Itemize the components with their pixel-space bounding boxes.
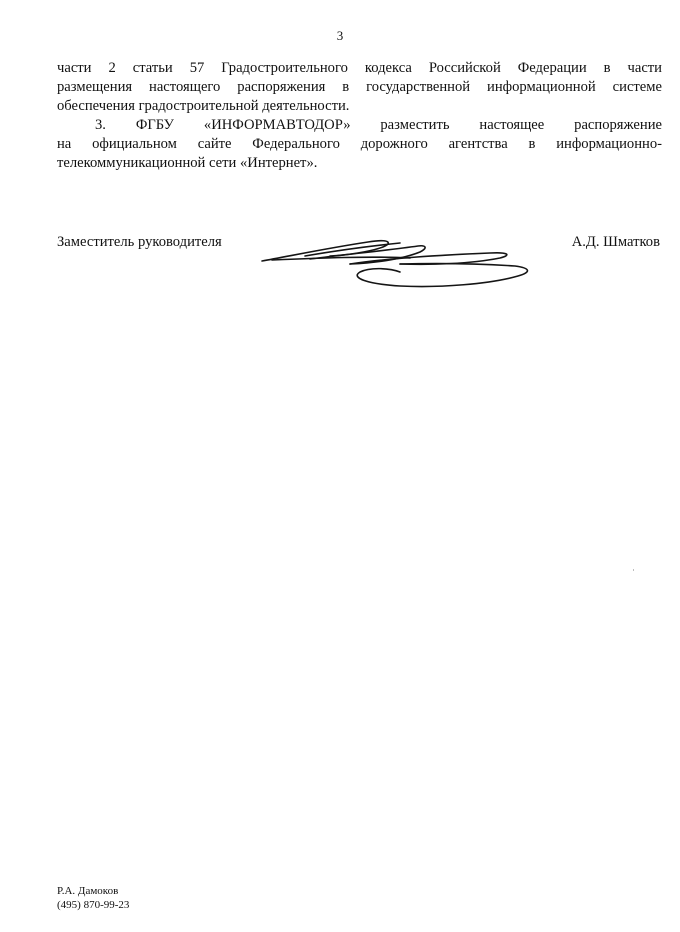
scan-speck bbox=[633, 569, 634, 571]
signer-position: Заместитель руководителя bbox=[57, 234, 222, 250]
page-number: 3 bbox=[336, 28, 344, 43]
executor-info bbox=[57, 884, 129, 912]
text-line: 3. ФГБУ «ИНФОРМАВТОДОР» разместить настоящее распоряжение bbox=[95, 117, 662, 133]
handwritten-signature bbox=[250, 228, 550, 298]
paragraph-2 bbox=[57, 116, 662, 173]
text-line: телекоммуникационной сети «Интернет». bbox=[57, 155, 318, 171]
signature-block bbox=[0, 228, 680, 298]
paragraph-1 bbox=[57, 59, 662, 116]
text-line: обеспечения градостроительной деятельности. bbox=[57, 98, 350, 114]
text-line: на официальном сайте Федерального дорожного агентства в информационно- bbox=[57, 136, 662, 152]
executor-phone: (495) 870-99-23 bbox=[57, 899, 130, 911]
body-text bbox=[57, 59, 662, 173]
executor-name: Р.А. Дамоков bbox=[57, 885, 119, 897]
signer-name: А.Д. Шматков bbox=[571, 234, 660, 250]
text-line: размещения настоящего распоряжения в государственной информационной системе bbox=[57, 79, 662, 95]
text-line: части 2 статьи 57 Градостроительного кодекса Российской Федерации в части bbox=[57, 60, 662, 76]
